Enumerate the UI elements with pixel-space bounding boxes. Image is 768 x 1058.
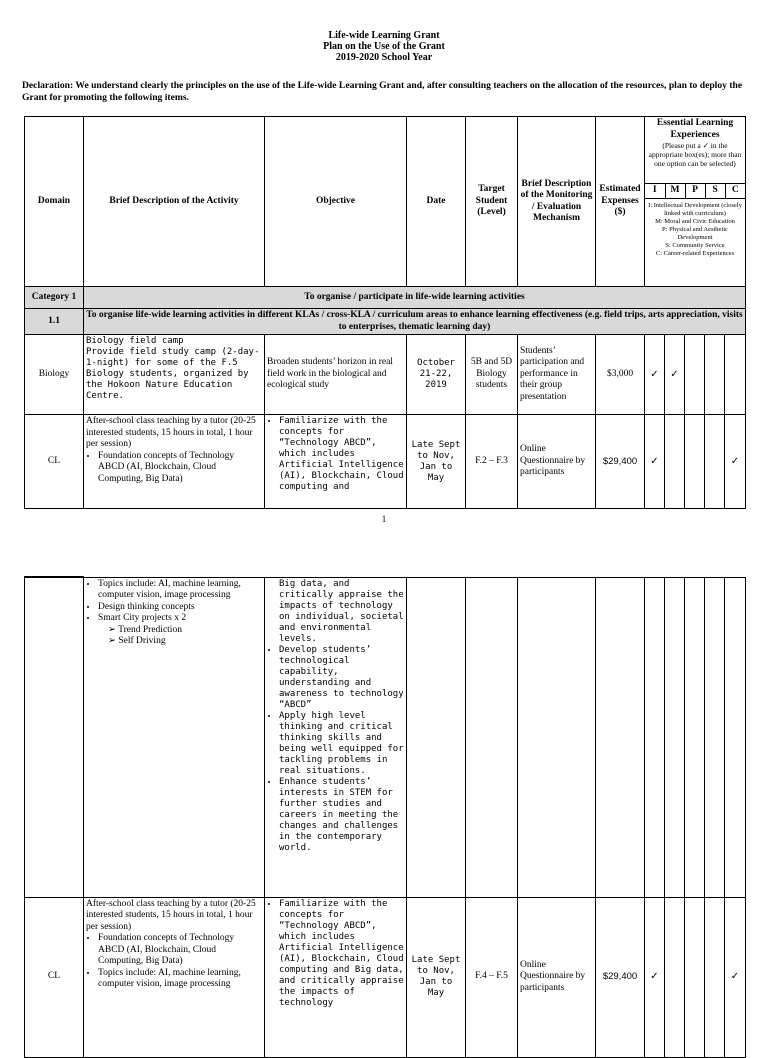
col-target: Target Student (Level)	[466, 117, 518, 287]
table-row: • Topics include: AI, machine learning, computer vision, image processing • Design thinking concepts • Smart City projects x 2 ➢ Trend Prediction ➢ Self Driving Big data, and critically appraise the impacts of technology on individual, societal and environmental levels. • Develop students’ technological capability, understanding and awareness to technology “ABCD” • Apply high level thinking and critical thinking skills and being well equipped for tackling problems in real situations. • Enhance students’ interests in STEM for further studies and careers in meeting the changes and challenges in the contemporary world.	[25, 577, 746, 897]
category-row: Category 1 To organise / participate in life-wide learning activities	[25, 287, 746, 309]
page-number: 1	[381, 514, 387, 524]
table-row: Biology Biology field camp Provide field study camp (2-day-1-night) for some of the F.5 Biology students, organized by the Hokoon Nature Education Centre. Broaden students’ horizon in real field work in the biological and ecological study October 21-22, 2019 5B and 5D Biology students Students’ participation and performance in their group presentation $3,000 ✓ ✓	[25, 335, 746, 415]
col-date: Date	[407, 117, 466, 287]
grant-plan-table: Domain Brief Description of the Activity Objective Date Target Student (Level) Brief Description of the Monitoring / Evaluation Mechanism Estimated Expenses ($) Essential Learning Experiences (Please put a ✓ in the appropriate box(es); more than one option can be selected) I M P S C I: Intellectual Development (closely linked with curriculum) M: Moral and Civic Education P: Physical and Aesthetic Development S: Community Service C: Career-related Experiences Category 1 To organise / participate in life-wide learning activities 1.1 To organise life-wide learning activities in different KLAs / cross-KLA / curriculum areas to enhance learning effectiveness (e.g. field trips, arts appreciation, visits to enterprises, thematic learning day) Biology Biology field camp Provide field study camp (2-day-1-night) for some of the F.5 Biology students, organized by the Hokoon Nature Education Centre. Broaden students’ horizon in real field work in the biological and ecological study October 21-22, 2019 5B and 5D Biology students Students’ participation and performance in their group presentation $3,000 ✓ ✓ CL After-school class teaching by a tutor (20-25 interested students, 15 hours in total, 1 hour per session) • Foundation concepts of Technology ABCD (AI, Blockchain, Cloud Computing, Big Data) • Familiarize with the concepts for “Technology ABCD”, which includes Artificial Intelligence (AI), Blockchain, Cloud computing and Late Sept to Nov, Jan to May F.2 – F.3 Online Questionnaire by participants $29,400 ✓ ✓	[24, 116, 746, 509]
col-expenses: Estimated Expenses ($)	[596, 117, 645, 287]
col-monitoring: Brief Description of the Monitoring / Evaluation Mechanism	[518, 117, 596, 287]
col-activity: Brief Description of the Activity	[84, 117, 265, 287]
document-title: Life-wide Learning Grant Plan on the Use of the Grant 2019-2020 School Year	[323, 30, 445, 63]
ele-legend: I: Intellectual Development (closely linked with curriculum) M: Moral and Civic Education P: Physical and Aesthetic Development S: Community Service C: Career-related Experiences	[648, 201, 742, 257]
table-row: CL After-school class teaching by a tutor (20-25 interested students, 15 hours in total, 1 hour per session) • Foundation concepts of Technology ABCD (AI, Blockchain, Cloud Computing, Big Data) • Familiarize with the concepts for “Technology ABCD”, which includes Artificial Intelligence (AI), Blockchain, Cloud computing and Late Sept to Nov, Jan to May F.2 – F.3 Online Questionnaire by participants $29,400 ✓ ✓	[25, 415, 746, 509]
section-row: 1.1 To organise life-wide learning activities in different KLAs / cross-KLA / curriculum areas to enhance learning effectiveness (e.g. field trips, arts appreciation, visits to enterprises, thematic learning day)	[25, 309, 746, 335]
table-row: CL After-school class teaching by a tutor (20-25 interested students, 15 hours in total, 1 hour per session) • Foundation concepts of Technology ABCD (AI, Blockchain, Cloud Computing, Big Data) • Topics include: AI, machine learning, computer vision, image processing • Familiarize with the concepts for “Technology ABCD”, which includes Artificial Intelligence (AI), Blockchain, Cloud computing and Big data, and critically appraise the impacts of technology Late Sept to Nov, Jan to May F.4 – F.5 Online Questionnaire by participants $29,400 ✓ ✓	[25, 897, 746, 1057]
grant-plan-table-continued	[24, 576, 746, 1058]
col-objective: Objective	[265, 117, 407, 287]
col-ele: Essential Learning Experiences (Please put a ✓ in the appropriate box(es); more than one option can be selected)	[645, 117, 746, 184]
declaration: Declaration: We understand clearly the principles on the use of the Life-wide Learning Grant and, after consulting teachers on the allocation of the resources, plan to deploy the Grant for promoting the following items.	[22, 80, 743, 103]
col-domain: Domain	[25, 117, 84, 287]
